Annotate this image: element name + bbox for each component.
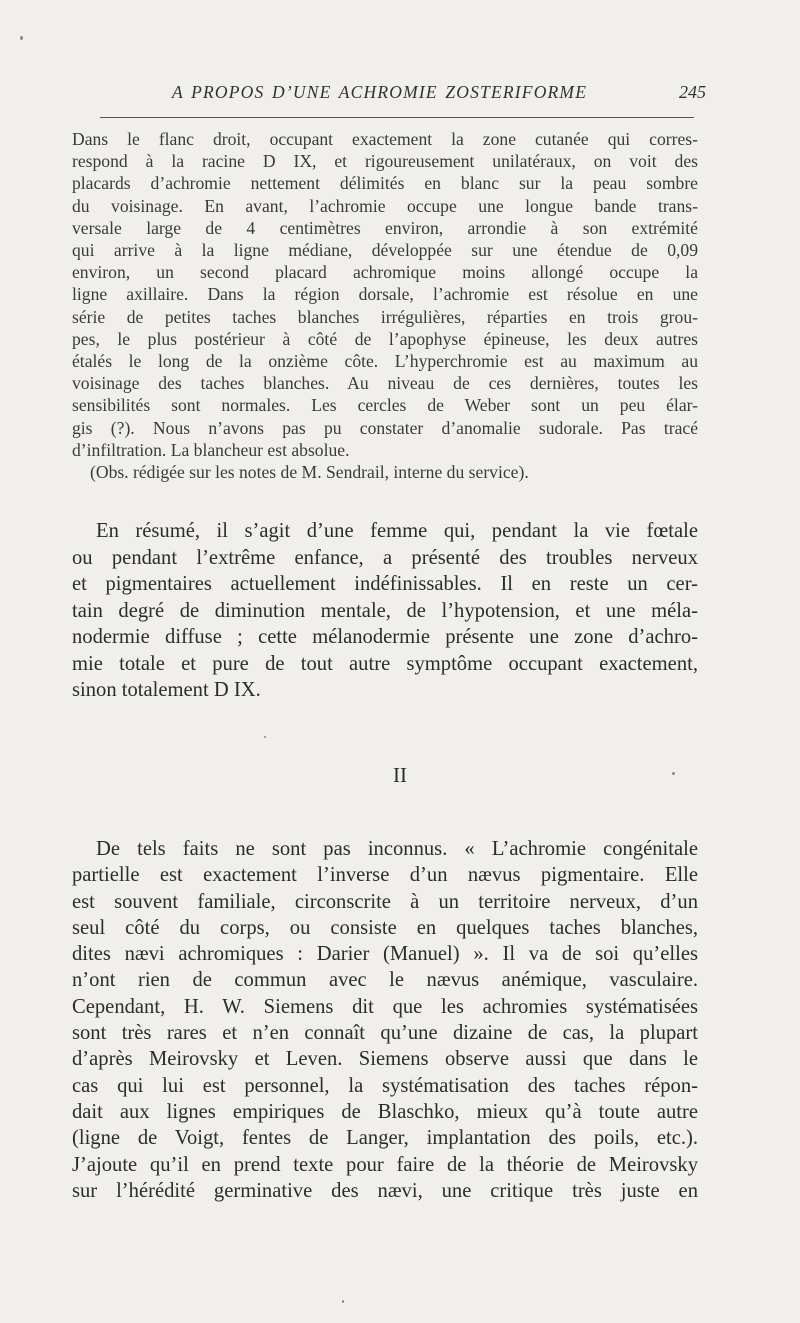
text-line: sur l’hérédité germinative des nævi, une critique très juste en (72, 1179, 698, 1202)
header-rule (100, 117, 694, 118)
text-line: série de petites taches blanches irrégulières, réparties en trois grou- (72, 306, 698, 327)
text-line: respond à la racine D IX, et rigoureusement unilatéraux, on voit des (72, 151, 698, 172)
text-line: versale large de 4 centimètres environ, arrondie à son extrémité (72, 217, 698, 238)
text-line: Cependant, H. W. Siemens dit que les achromies systématisées (72, 995, 698, 1018)
text-line: ou pendant l’extrême enfance, a présenté des troubles nerveux (72, 546, 698, 569)
text-line: voisinage des taches blanches. Au niveau de ces dernières, toutes les (72, 373, 698, 394)
text-line: d’après Meirovsky et Leven. Siemens observe aussi que dans le (72, 1048, 698, 1071)
paper-speck (672, 772, 675, 775)
discussion-paragraph (72, 836, 698, 1204)
text-line: dites nævi achromiques : Darier (Manuel) ». Il va de soi qu’elles (72, 943, 698, 966)
observation-paragraph (72, 128, 698, 483)
text-line: placards d’achromie nettement délimités en blanc sur la peau sombre (72, 173, 698, 194)
text-line: du voisinage. En avant, l’achromie occupe une longue bande trans- (72, 195, 698, 216)
paper-speck (342, 1300, 344, 1303)
text-line: d’infiltration. La blancheur est absolue. (72, 439, 350, 460)
text-line: qui arrive à la ligne médiane, développée sur une étendue de 0,09 (72, 240, 698, 261)
text-line: gis (?). Nous n’avons pas pu constater d’anomalie sudorale. Pas tracé (72, 417, 698, 438)
text-line: tain degré de diminution mentale, de l’hypotension, et une méla- (72, 599, 698, 622)
text-line: et pigmentaires actuellement indéfinissables. Il en reste un cer- (72, 573, 698, 595)
text-line: pes, le plus postérieur à côté de l’apophyse épineuse, les deux autres (72, 328, 698, 349)
text-line: cas qui lui est personnel, la systématisation des taches répon- (72, 1074, 698, 1097)
text-line: seul côté du corps, ou consiste en quelques taches blanches, (72, 916, 698, 939)
text-line: dait aux lignes empiriques de Blaschko, mieux qu’à toute autre (72, 1100, 698, 1123)
text-line: (ligne de Voigt, fentes de Langer, implantation des poils, etc.). (72, 1127, 698, 1150)
text-line: sont très rares et n’en connaît qu’une dizaine de cas, la plupart (72, 1022, 698, 1045)
text-line: sensibilités sont normales. Les cercles de Weber sont un peu élar- (72, 395, 698, 416)
text-line: J’ajoute qu’il en prend texte pour faire de la théorie de Meirovsky (72, 1153, 698, 1176)
observation-note: (Obs. rédigée sur les notes de M. Sendrail, interne du service). (90, 462, 529, 483)
paper-speck (20, 36, 23, 40)
text-line: étalés le long de la onzième côte. L’hyperchromie est au maximum au (72, 351, 698, 372)
summary-paragraph (72, 518, 698, 704)
paper-speck (264, 736, 266, 738)
text-line: nodermie diffuse ; cette mélanodermie présente une zone d’achro- (72, 626, 698, 648)
text-line: n’ont rien de commun avec le nævus anémique, vasculaire. (72, 969, 698, 992)
text-line: partielle est exactement l’inverse d’un nævus pigmentaire. Elle (72, 864, 698, 887)
section-numeral: II (393, 763, 407, 787)
page-number: 245 (679, 82, 706, 102)
text-line: En résumé, il s’agit d’une femme qui, pendant la vie fœtale (96, 520, 698, 542)
text-line: Dans le flanc droit, occupant exactement la zone cutanée qui corres- (72, 129, 698, 149)
text-line: sinon totalement D IX. (72, 679, 261, 701)
running-header (72, 78, 706, 108)
text-line: ligne axillaire. Dans la région dorsale, l’achromie est résolue en une (72, 284, 698, 305)
running-title: A PROPOS D’UNE ACHROMIE ZOSTERIFORME (172, 82, 588, 102)
text-line: De tels faits ne sont pas inconnus. « L’achromie congénitale (96, 838, 698, 860)
text-line: est souvent familiale, circonscrite à un territoire nerveux, d’un (72, 890, 698, 913)
text-line: mie totale et pure de tout autre symptôme occupant exactement, (72, 652, 698, 675)
text-line: environ, un second placard achromique moins allongé occupe la (72, 262, 698, 283)
